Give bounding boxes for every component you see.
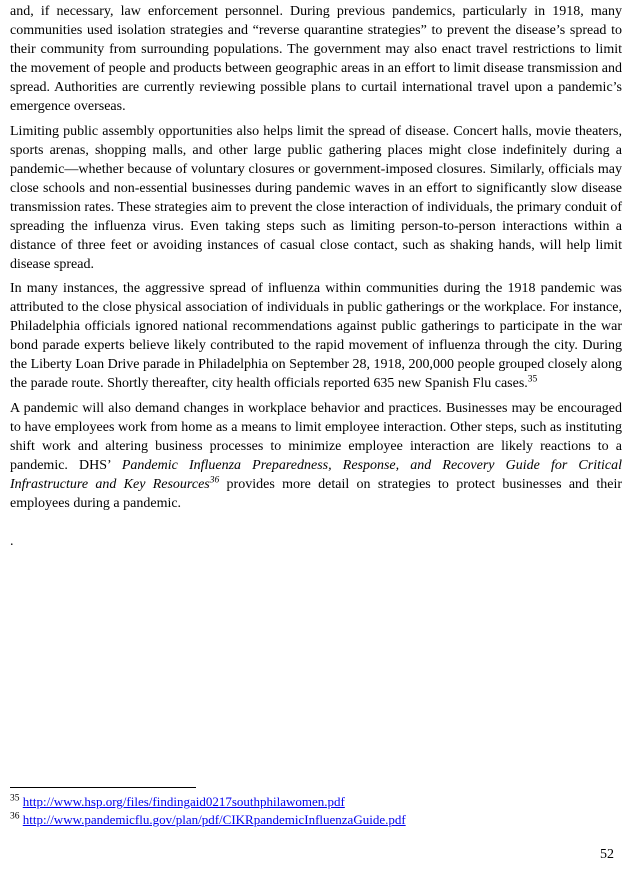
paragraph-1918-philadelphia <box>10 279 622 393</box>
footnote-link-36[interactable]: http://www.pandemicflu.gov/plan/pdf/CIKRpandemicInfluenzaGuide.pdf <box>22 812 406 827</box>
paragraph-text: In many instances, the aggressive spread of influenza within communities during the 1918 pandemic was attributed to the close physical association of individuals in public gatherings or the workplace. For instance, Philadelphia officials ignored national recommendations against public gatherings to participate in the war bond parade experts believe likely contributed to the rapid movement of influenza through the city. During the Liberty Loan Drive parade in Philadelphia on September 28, 1918, 200,000 people grouped closely along the parade route. Shortly thereafter, city health officials reported 635 new Spanish Flu cases. <box>10 281 622 391</box>
paragraph-text: A pandemic will also demand changes in workplace behavior and practices. Businesses may be encouraged to have employees work from home as a means to limit employee interaction. Other steps, such as instituting shift work and altering business processes to minimize employee interaction are likely reactions to a pandemic. DHS’ <box>10 400 622 473</box>
footnote-item-35 <box>10 793 622 811</box>
paragraph-public-assembly: Limiting public assembly opportunities also helps limit the spread of disease. Concert halls, movie theaters, sports arenas, shopping malls, and other large public gathering places might close indefinitely during a pandemic—whether because of voluntary closures or government-imposed closures. Similarly, officials may close schools and non-essential businesses during pandemic waves in an effort to significantly slow disease transmission rates. These strategies aim to prevent the close interaction of individuals, the primary conduit of spreading the influenza virus. Even taking steps such as limiting person-to-person interactions within a distance of three feet or avoiding instances of casual close contact, such as shaking hands, will help limit disease spread. <box>10 123 622 272</box>
paragraph-text: provides more detail on strategies to protect businesses and their employees during a pandemic. <box>10 476 622 511</box>
paragraph-travel-restrictions: and, if necessary, law enforcement personnel. During previous pandemics, particularly in 1918, many communities used isolation strategies and “reverse quarantine strategies” to prevent the disease’s spread to their community from surrounding populations. The government may also enact travel restrictions to limit the movement of people and products between geographic areas in an effort to limit disease transmission and spread. Authorities are currently reviewing possible plans to curtail international travel upon a pandemic’s emergence overseas. <box>10 4 622 114</box>
page-body <box>10 2 622 556</box>
footnote-reference-36: 36 <box>209 474 220 485</box>
footnote-separator <box>10 787 196 788</box>
footnote-link-35[interactable]: http://www.hsp.org/files/findingaid0217southphilawomen.pdf <box>22 794 345 809</box>
footnote-reference-35: 35 <box>527 374 538 385</box>
footnote-item-36 <box>10 811 622 829</box>
page-number: 52 <box>600 847 614 862</box>
paragraph-workplace-changes <box>10 399 622 513</box>
footnote-area <box>10 787 622 829</box>
stray-period: . <box>10 533 14 549</box>
footnote-marker-35: 35 <box>10 793 20 804</box>
footnote-marker-36: 36 <box>10 811 20 822</box>
cited-document-title: Pandemic Influenza Preparedness, Response, and Recovery Guide for Critical Infrastructure and Key Resources <box>10 457 622 492</box>
